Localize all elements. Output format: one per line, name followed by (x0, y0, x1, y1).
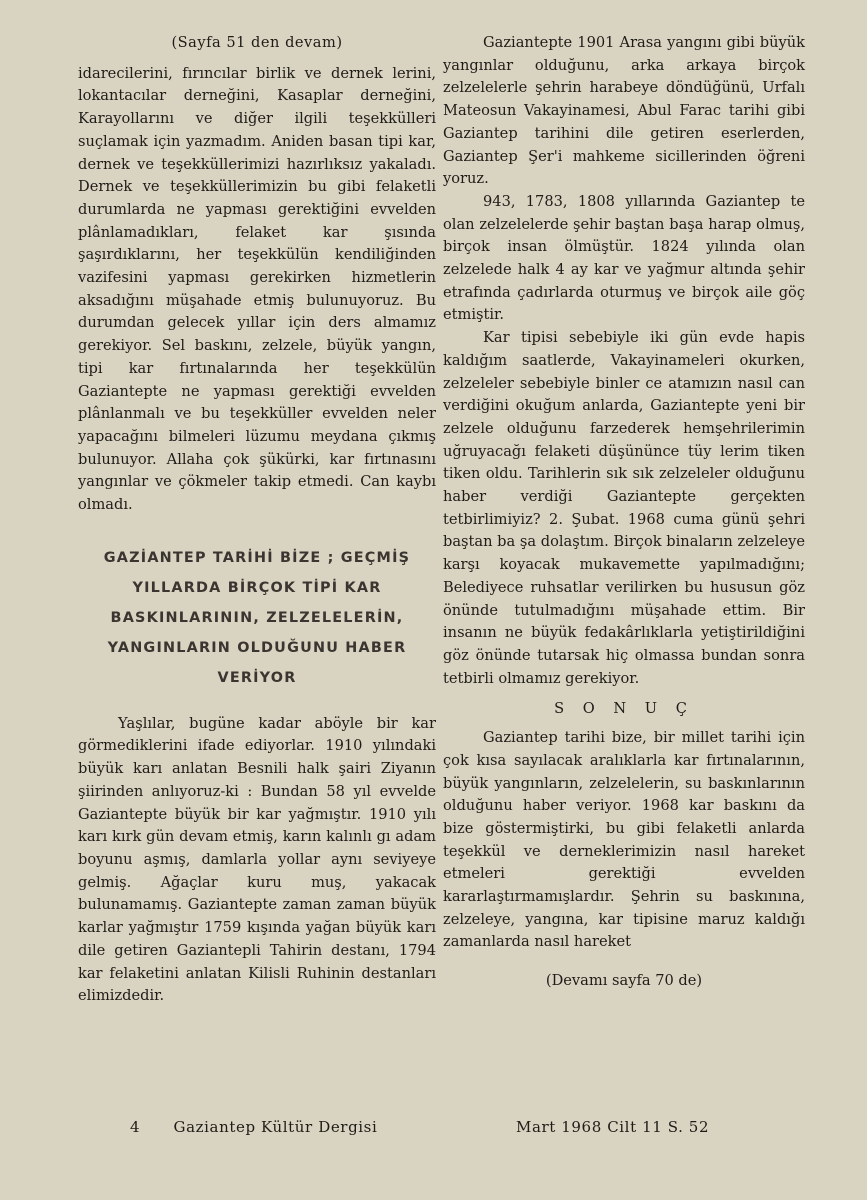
section-heading: GAZİANTEP TARİHİ BİZE ; GEÇMİŞ YILLARDA BİRÇOK TİPİ KAR BASKINLARININ, ZELZELELERİN, YANGINLARIN OLDUĞUNU HABER VERİYOR (103, 549, 411, 686)
publication-title: Gaziantep Kültür Dergisi (173, 1118, 378, 1136)
page-number: 4 (130, 1118, 141, 1136)
reflection-paragraph: Kar tipisi sebebiyle iki gün evde hapis kaldığım saatlerde, Vakayinameleri okurken, zelzeleler sebebiyle binler ce atamızın nasıl can verdiğini okuğum anlarda, Gaziantepte yeni bir zelzele olduğunu farzederek hemşehrilerimin uğruyacağı felaketi düşününce tüy lerim tiken tiken oldu. Tarihlerin sık sık zelzeleler olduğunu haber verdiği Gaziantepte gerçekten tetbirlimiyiz? 2. Şubat. 1968 cuma günü şehri baştan ba şa dolaştım. Birçok binaların zelzeleye karşı koyacak mukavemette yapılmadığını; Belediyece ruhsatlar verilirken bu hususun göz önünde tutulmadığını müşahade ettim. Bir insanın ne büyük fedakârlıklarla yetiştirildiğini göz önünde tutarsak hiç olmassa bundan sonra tetbirli olmamız gerekiyor. (443, 329, 805, 687)
left-column (78, 32, 436, 1008)
conclusion-paragraph: Gaziantep tarihi bize, bir millet tarihi için çok kısa sayılacak aralıklarla kar fırtınalarının, büyük yangınların, zelzelelerin, su baskınlarının olduğunu haber veriyor. 1968 kar baskını da bize göstermiştirki, bu gibi felaketli anlarda teşekkül ve derneklerimizin nasıl hareket etmeleri gerektiği evvelden kararlaştırmamışlardır. Şehrin su baskınına, zelzeleye, yangına, kar tipisine maruz kaldığı zamanlarda nasıl hareket (443, 729, 805, 951)
history-paragraph: Yaşlılar, bugüne kadar aböyle bir kar görmediklerini ifade ediyorlar. 1910 yılındaki büyük karı anlatan Besnili halk şairi Ziyanın şiirinden anlıyoruz-ki : Bundan 58 yıl evvelde Gaziantepte büyük bir kar yağmıştır. 1910 yılı karı kırk gün devam etmiş, karın kalınlı gı adam boyunu aşmış, damlarla yollar aynı seviyeye gelmiş. Ağaçlar kuru muş, yakacak bulunamamış. Gaziantepte zaman zaman büyük karlar yağmıştır 1759 kışında yağan büyük karı dile getiren Gaziantepli Tahirin destanı, 1794 kar felaketini anlatan Kilisli Ruhinin destanları elimizdedir. (78, 714, 436, 1005)
earthquakes-paragraph: 943, 1783, 1808 yıllarında Gaziantep te olan zelzelelerde şehir baştan başa harap olmuş, birçok insan ölmüştür. 1824 yılında olan zelzelede halk 4 ay kar ve yağmur altında şehir etrafında çadırlarda oturmuş ve birçok aile göç etmiştir. (443, 192, 805, 324)
continued-from-note: (Sayfa 51 den devam) (171, 34, 343, 51)
right-column (443, 32, 805, 1007)
conclusion-heading: S O N U Ç (554, 700, 694, 718)
fires-paragraph: Gaziantepte 1901 Arasa yangını gibi büyük yangınlar olduğunu, arka arkaya birçok zelzelelerle şehrin harabeye döndüğünü, Urfalı Mateosun Vakayinamesi, Abul Farac tarihi gibi Gaziantep tarihini dile getiren eserlerden, Gaziantep Şer'i mahkeme sicillerinden öğreni yoruz. (443, 34, 805, 188)
footer-left (130, 1118, 377, 1136)
intro-paragraph: idarecilerini, fırıncılar birlik ve dernek lerini, lokantacılar derneğini, Kasaplar derneğini, Karayollarını ve diğer ilgili teşekkülleri suçlamak için yazmadım. Aniden basan tipi kar, dernek ve teşekküllerimizi hazırlıksız yakaladı. Dernek ve teşekküllerimizin bu gibi felaketli durumlarda ne yapması gerektiğini evvelden plânlamadıkları, felaket kar şısında şaşırdıklarını, her teşekkülün kendiliğinden vazifesini yapması gerekirken hizmetlerin aksadığını müşahade etmiş bulunuyoruz. Bu durumdan gelecek yıllar için ders almamız gerekiyor. Sel baskını, zelzele, büyük yangın, tipi kar fırtınalarında her teşekkülün Gaziantepte ne yapması gerektiği evvelden plânlanmalı ve bu teşekküller evvelden neler yapacağını bilmeleri lüzumu meydana çıkmış bulunuyor. Allaha çok şükürki, kar fırtınasını yangınlar ve çökmeler takip etmedi. Can kaybı olmadı. (78, 64, 436, 514)
issue-info: Mart 1968 Cilt 11 S. 52 (516, 1118, 710, 1136)
continued-on-note: (Devamı sayfa 70 de) (545, 972, 703, 990)
